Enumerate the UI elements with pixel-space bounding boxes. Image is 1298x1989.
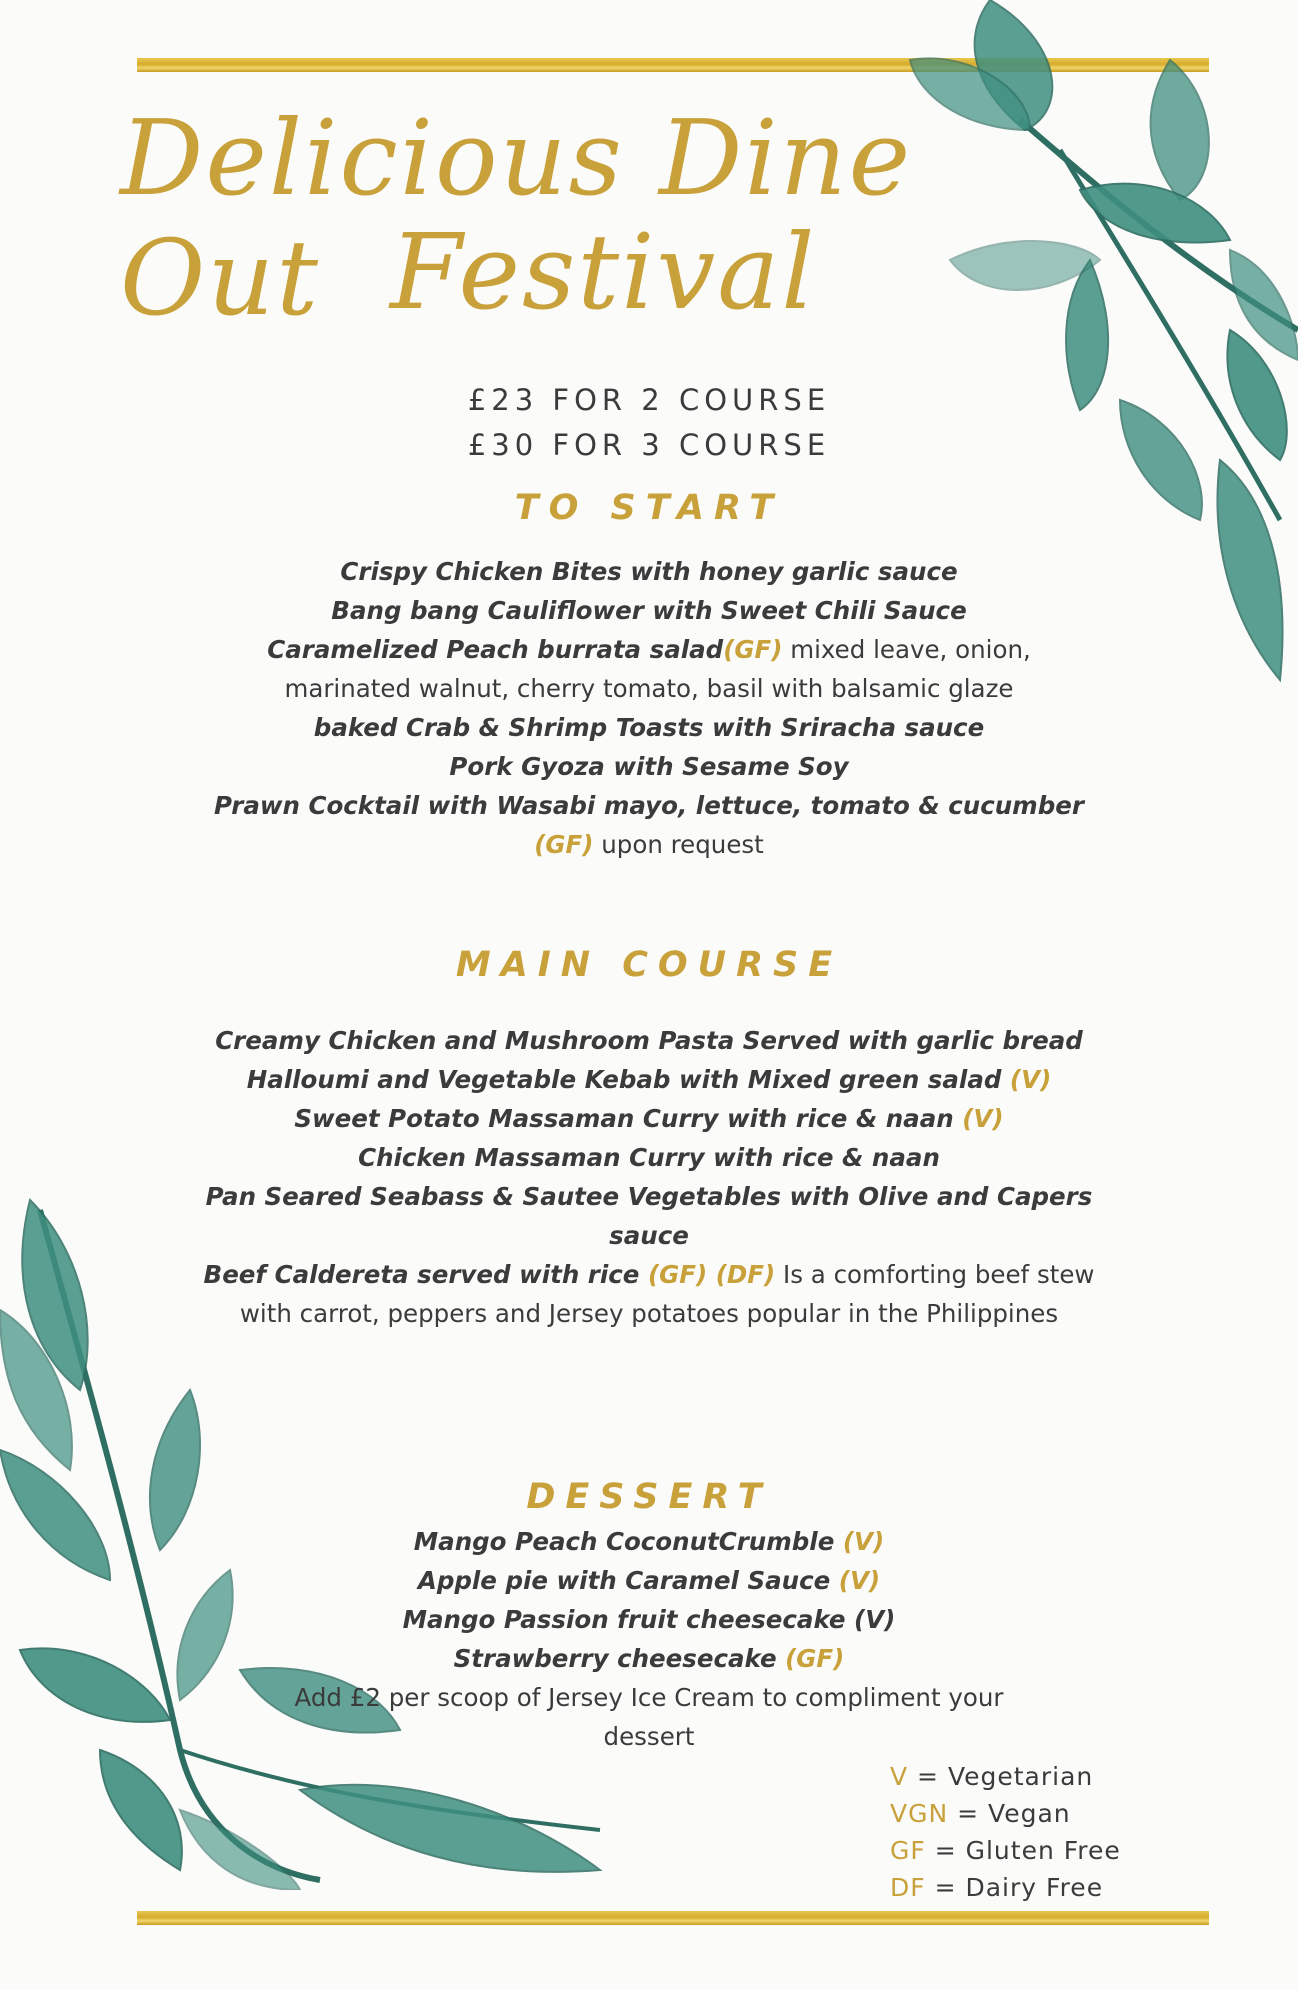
legend-item: VGN = Vegan	[890, 1799, 1071, 1828]
price-3-course: £30 FOR 3 COURSE	[467, 428, 831, 462]
menu-line	[0, 1139, 1298, 1177]
menu-line	[0, 1178, 1298, 1216]
menu-line	[0, 1718, 1298, 1756]
menu-text: Caramelized Peach burrata salad	[267, 635, 724, 664]
dietary-tag: (GF)	[723, 635, 783, 664]
menu-text: Chicken Massaman Curry with rice & naan	[358, 1143, 940, 1172]
menu-text: Is a comforting beef stew	[775, 1260, 1095, 1289]
section-heading-mains: MAIN COURSE	[455, 945, 843, 985]
menu-line	[0, 709, 1298, 747]
menu-line	[0, 1640, 1298, 1678]
menu-text: Pan Seared Seabass & Sautee Vegetables with Olive and Capers	[205, 1182, 1093, 1211]
dietary-tag: (V)	[838, 1566, 881, 1595]
dietary-tag: (V)	[842, 1527, 885, 1556]
menu-text: baked Crab & Shrimp Toasts with Sriracha sauce	[313, 713, 985, 742]
menu-text: Beef Caldereta served with rice	[203, 1260, 648, 1289]
dietary-tag: (V)	[1009, 1065, 1052, 1094]
dietary-legend	[890, 1758, 1121, 1906]
menu-text: sauce	[609, 1221, 689, 1250]
menu-text: marinated walnut, cherry tomato, basil with balsamic glaze	[284, 674, 1014, 703]
section-heading-desserts: DESSERT	[526, 1477, 772, 1517]
menu-text: Mango Passion fruit cheesecake (V)	[402, 1605, 896, 1634]
section-heading-starters: TO START	[514, 488, 784, 528]
menu-line	[0, 826, 1298, 864]
menu-text: with carrot, peppers and Jersey potatoes popular in the Philippines	[239, 1299, 1059, 1328]
menu-text: Apple pie with Caramel Sauce	[417, 1566, 839, 1595]
legend-item: V = Vegetarian	[890, 1762, 1094, 1791]
legend-item: GF = Gluten Free	[890, 1836, 1121, 1865]
menu-text: Creamy Chicken and Mushroom Pasta Served with garlic bread	[215, 1026, 1083, 1055]
dietary-tag: (GF) (DF)	[647, 1260, 776, 1289]
menu-line	[0, 1523, 1298, 1561]
menu-text: Bang bang Cauliflower with Sweet Chili Sauce	[331, 596, 967, 625]
menu-line	[0, 1562, 1298, 1600]
title-line-1: Delicious Dine Out	[120, 97, 913, 339]
dietary-tag: (GF)	[785, 1644, 845, 1673]
dietary-tag: (GF)	[534, 830, 594, 859]
menu-text: upon request	[593, 830, 764, 859]
menu-text: Mango Peach CoconutCrumble	[413, 1527, 843, 1556]
dietary-tag: (V)	[962, 1104, 1004, 1133]
menu-line	[0, 748, 1298, 786]
menu-line	[0, 1295, 1298, 1333]
menu-text: Crispy Chicken Bites with honey garlic sauce	[340, 557, 958, 586]
title-line-2: Festival	[390, 211, 817, 333]
menu-line	[0, 1100, 1298, 1138]
menu-line	[0, 1022, 1298, 1060]
menu-line	[0, 787, 1298, 825]
menu-text: Prawn Cocktail with Wasabi mayo, lettuce, tomato & cucumber	[214, 791, 1084, 820]
menu-text: Strawberry cheesecake	[453, 1644, 786, 1673]
price-2-course: £23 FOR 2 COURSE	[467, 383, 831, 417]
menu-text: mixed leave, onion,	[782, 635, 1031, 664]
bottom-gold-bar	[137, 1911, 1209, 1925]
menu-line	[0, 592, 1298, 630]
menu-line	[0, 553, 1298, 591]
menu-line	[0, 1256, 1298, 1294]
menu-text: dessert	[603, 1722, 695, 1751]
menu-text: Add £2 per scoop of Jersey Ice Cream to compliment your	[294, 1683, 1004, 1712]
legend-item: DF = Dairy Free	[890, 1873, 1104, 1902]
menu-line	[0, 1601, 1298, 1639]
menu-line	[0, 670, 1298, 708]
menu-text: Halloumi and Vegetable Kebab with Mixed green salad	[246, 1065, 1010, 1094]
menu-text: Sweet Potato Massaman Curry with rice & naan	[294, 1104, 963, 1133]
menu-line	[0, 1061, 1298, 1099]
menu-line	[0, 1679, 1298, 1717]
menu-text: Pork Gyoza with Sesame Soy	[449, 752, 849, 781]
menu-line	[0, 1217, 1298, 1255]
menu-line	[0, 631, 1298, 669]
